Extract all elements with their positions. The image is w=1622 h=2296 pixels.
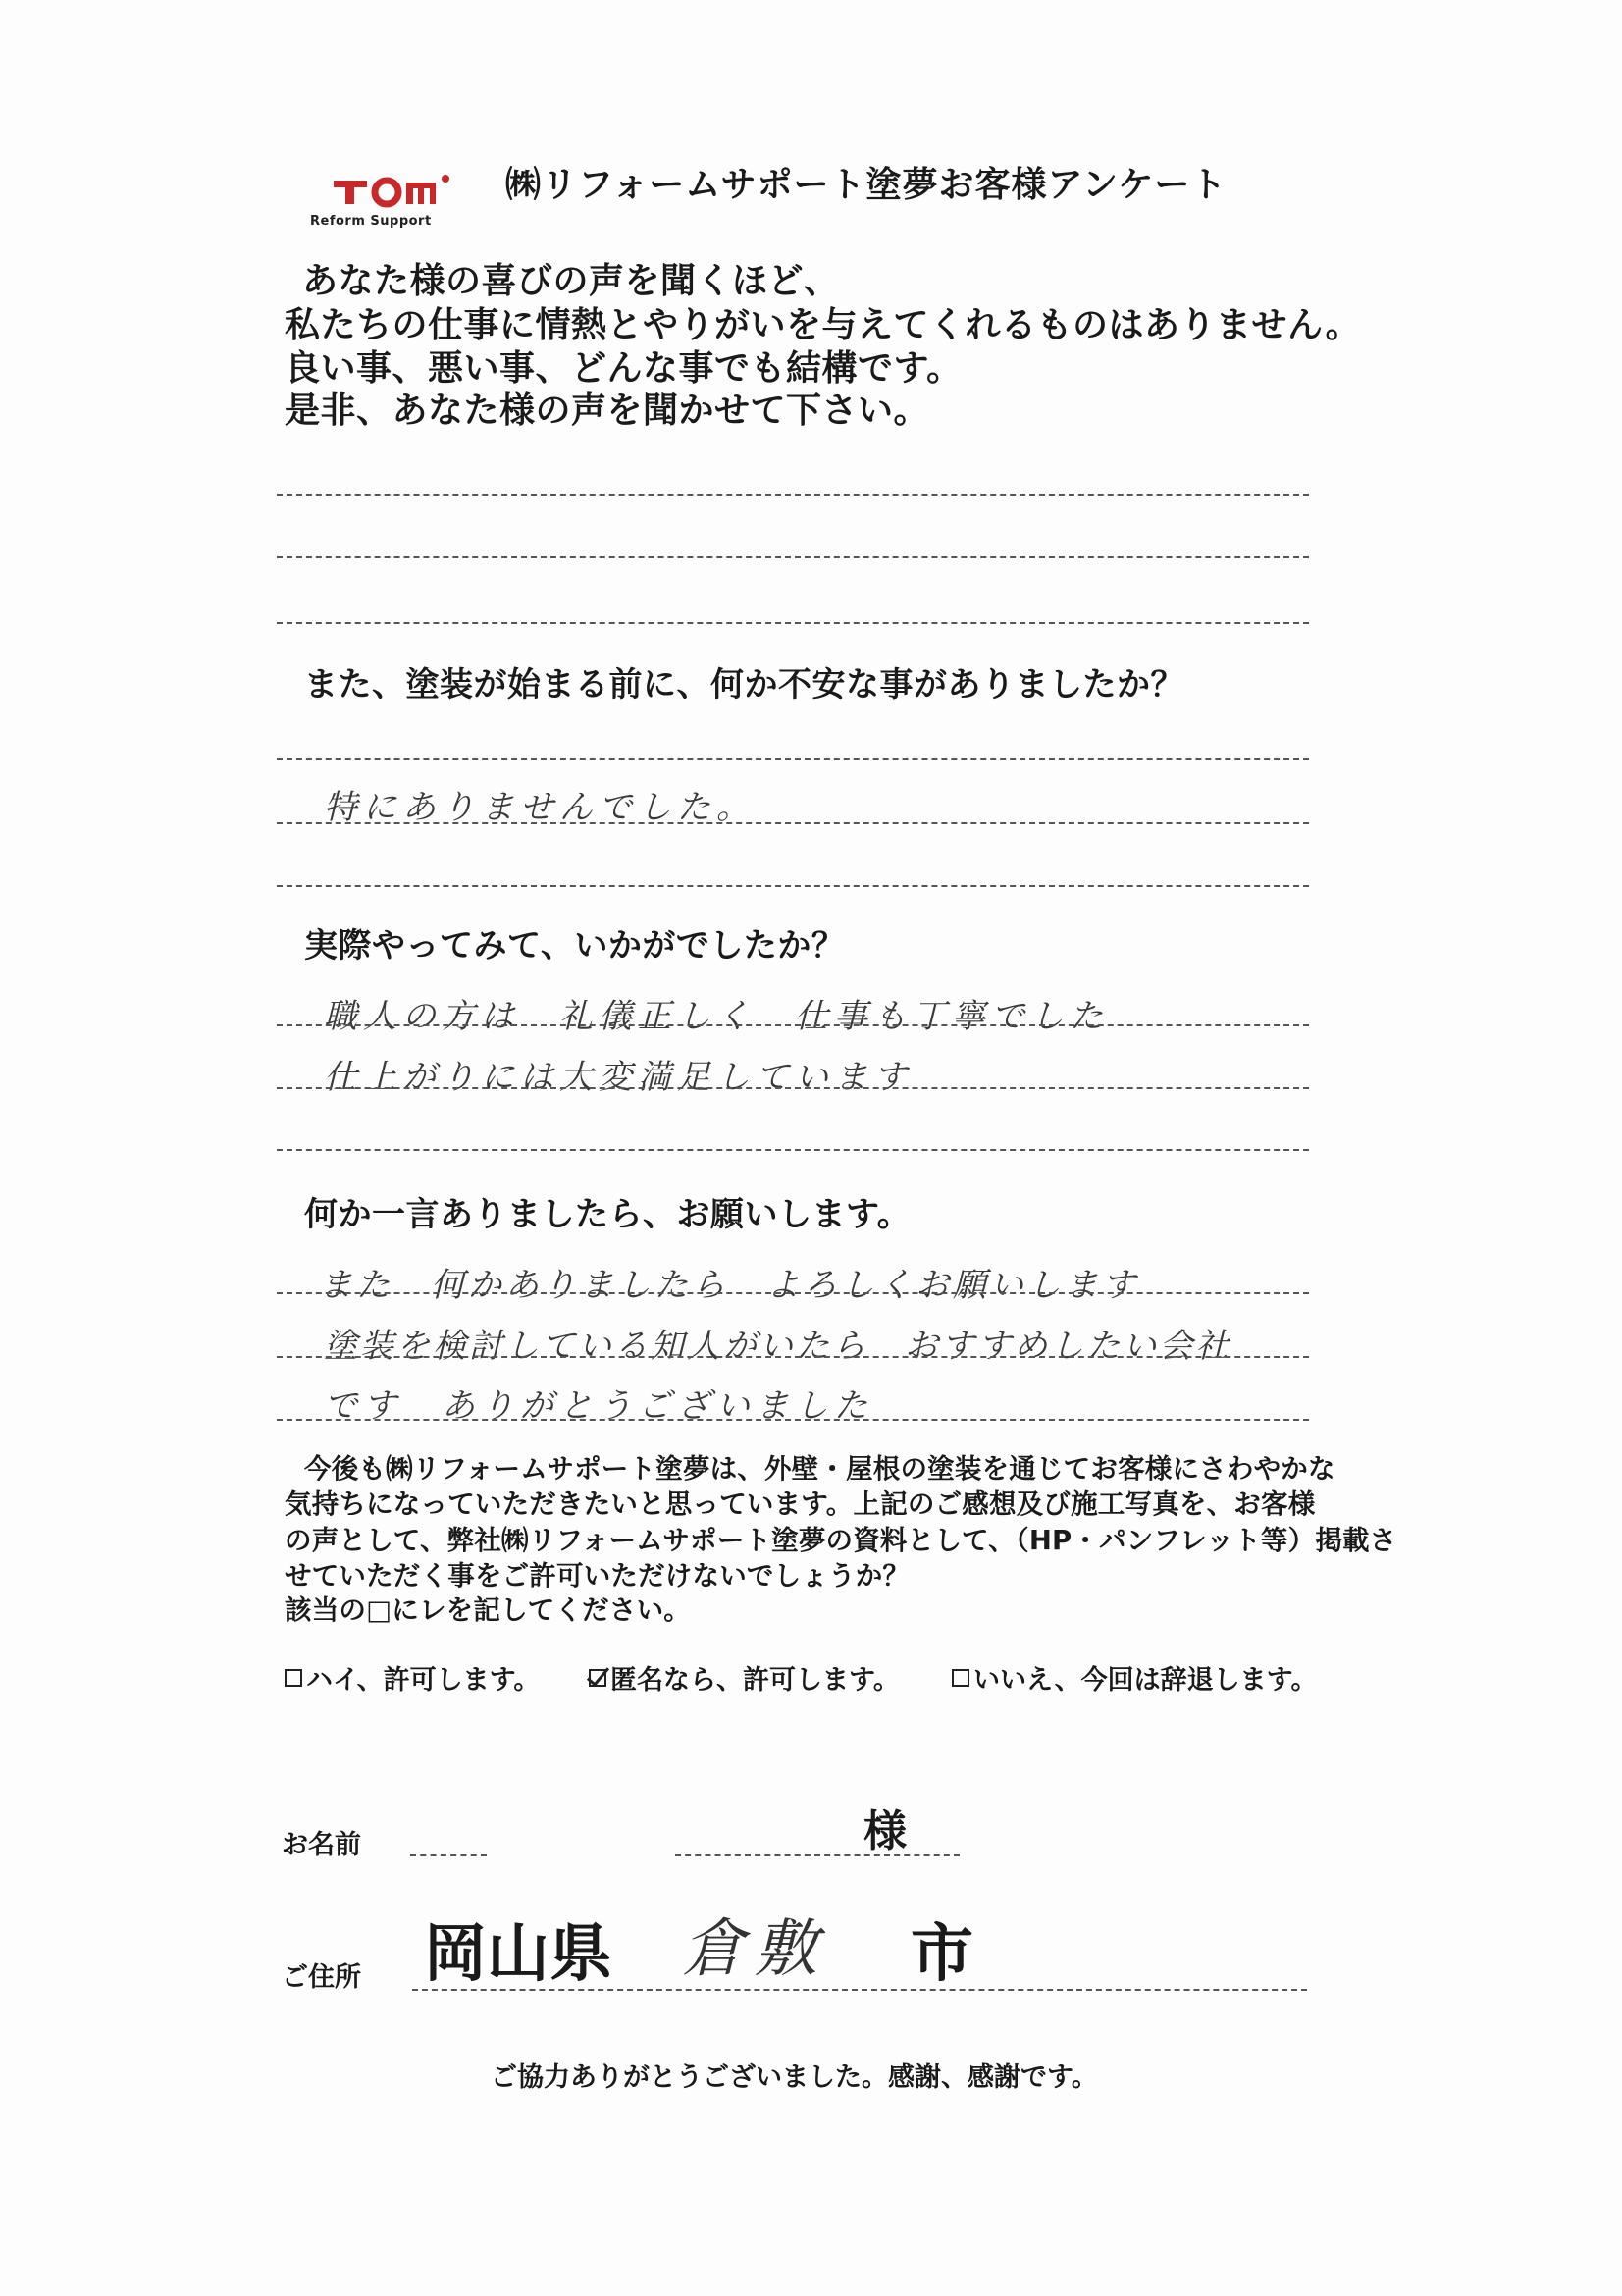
address-field-line [412,1989,1307,1991]
option-allow-label: ハイ、許可します。 [306,1665,541,1696]
answer-2-line-2: 仕上がりには大変満足しています [324,1058,913,1097]
question-1: また、塗装が始まる前に、何か不安な事がありましたか？ [304,665,1184,704]
option-anonymous-label: 匿名なら、許可します。 [610,1665,900,1696]
answer-3-line-1: また 何かありましたら よろしくお願いします [319,1266,1139,1305]
answer-line [277,1419,1309,1421]
permission-text-5: 該当の□にレを記してください。 [285,1594,691,1626]
intro-line-3: 良い事、悪い事、どんな事でも結構です。 [285,348,963,389]
intro-line-2: 私たちの仕事に情熱とやりがいを与えてくれるものはありません。 [285,305,1362,345]
permission-text-3: の声として、弊社㈱リフォームサポート塗夢の資料として、（HP・パンフレット等）掲載さ [285,1525,1397,1556]
option-decline[interactable] [952,1658,1317,1696]
answer-line [277,1356,1309,1358]
name-field-line [410,1854,487,1856]
name-honorific: 様 [863,1806,907,1856]
answer-line [277,1087,1309,1089]
checkbox-allow[interactable] [285,1669,302,1687]
answer-2-line-1: 職人の方は 礼儀正しく 仕事も丁寧でした [324,997,1109,1036]
permission-text-4: せていただく事をご許可いただけないでしょうか？ [285,1560,911,1592]
address-prefecture: 岡山県 [424,1918,612,1991]
answer-line [277,822,1309,824]
address-city-suffix: 市 [911,1918,973,1991]
address-city-handwritten: 倉敷 [682,1913,827,1986]
permission-text-2: 気持ちになっていただきたいと思っています。上記のご感想及び施工写真を、お客様 [285,1488,1316,1520]
name-field-line [675,1854,960,1856]
name-label: お名前 [282,1830,361,1860]
answer-3-line-2: 塗装を検討している知人がいたら おすすめしたい会社 [324,1327,1232,1366]
answer-line [277,885,1309,887]
question-2: 実際やってみて、いかがでしたか？ [304,926,846,965]
permission-text-1: 今後も㈱リフォームサポート塗夢は、外壁・屋根の塗装を通じてお客様にさわやかな [304,1453,1335,1485]
option-allow[interactable] [285,1658,540,1696]
checkbox-anonymous[interactable] [589,1669,606,1687]
answer-line [277,1292,1309,1294]
answer-3-line-3: です ありがとうございました [324,1386,873,1426]
intro-line-1: あなた様の喜びの声を聞くほど、 [302,261,840,301]
answer-line [277,1149,1309,1151]
checkbox-decline[interactable] [952,1669,969,1687]
answer-line [277,758,1309,760]
answer-line [277,494,1309,496]
logo-subtitle: Reform Support [310,214,432,229]
thank-you-footer: ご協力ありがとうございました。感謝、感謝です。 [491,2062,1098,2093]
page-title: ㈱リフォームサポート塗夢お客様アンケート [505,165,1228,205]
answer-1-line-1: 特にありませんでした。 [324,788,756,827]
answer-line [277,622,1309,624]
option-anonymous[interactable] [589,1658,900,1696]
answer-line [277,556,1309,558]
answer-line [277,1024,1309,1026]
logo-text: TOM [306,154,342,173]
address-label: ご住所 [282,1962,361,1993]
intro-line-4: 是非、あなた様の声を聞かせて下さい。 [285,391,930,431]
question-3: 何か一言ありましたら、お願いします。 [304,1195,912,1234]
option-decline-label: いいえ、今回は辞退します。 [973,1665,1318,1696]
